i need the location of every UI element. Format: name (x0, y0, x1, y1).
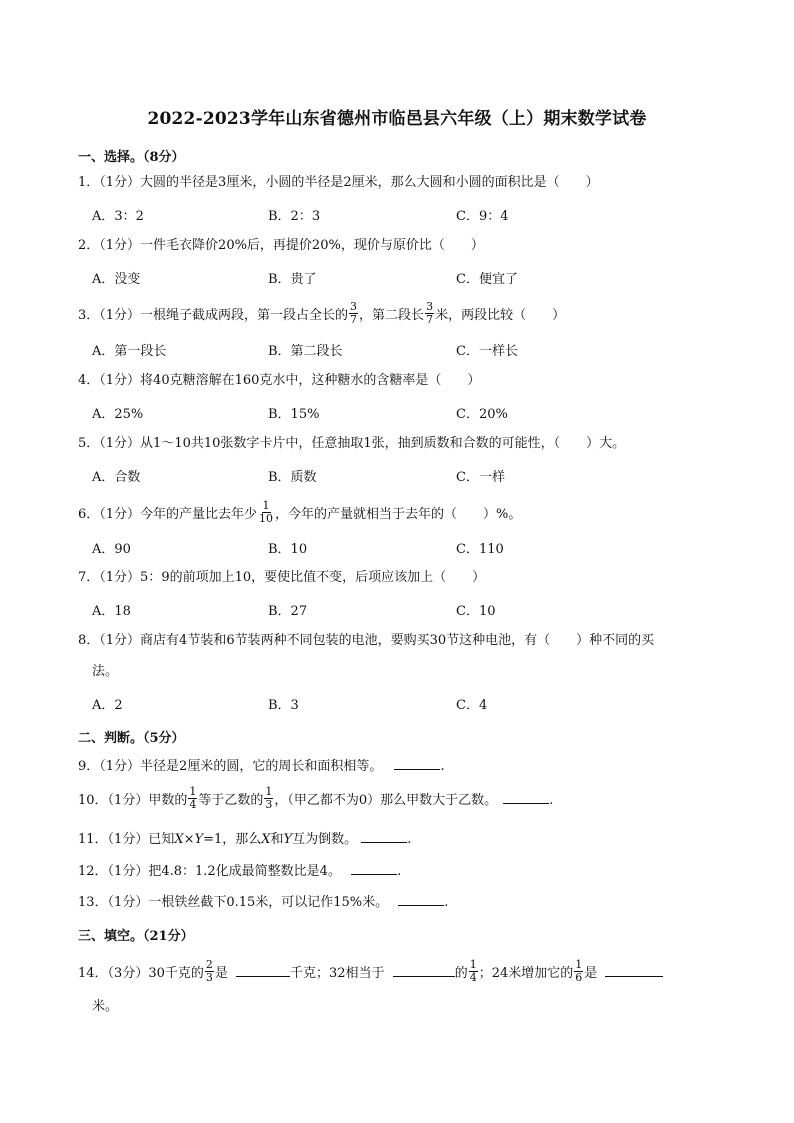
q3-fraction-2 (425, 301, 434, 326)
q3-fraction-2-numerator: 3 (426, 300, 434, 313)
question-14-line-1 (78, 958, 734, 986)
q3-text-part2: ，第二段长 (359, 308, 425, 323)
q10-text-part1: 10．（1分）甲数的 (78, 793, 188, 808)
question-12 (78, 862, 734, 881)
q3-option-c: C．一样长 (456, 344, 518, 359)
question-6 (78, 499, 734, 527)
q14-fraction-3 (574, 959, 583, 984)
question-4: 4．（1分）将40克糖溶解在160克水中，这种糖水的含糖率是（ ） (78, 373, 481, 388)
q10-period: . (549, 793, 554, 808)
q3-text-part3: 米，两段比较（ ） (435, 308, 566, 323)
q9-text: 9．（1分）半径是2厘米的圆，它的周长和面积相等。 (78, 759, 383, 774)
q3-option-a: A．第一段长 (92, 344, 167, 359)
q10-text-part2: 等于乙数的 (198, 793, 264, 808)
q11-answer-blank[interactable] (361, 830, 407, 843)
q11-times: × (183, 832, 195, 847)
q8-option-c: C．4 (456, 698, 488, 713)
question-11 (78, 830, 734, 849)
q14-text-part3: 千克；32相当于 (290, 966, 385, 981)
page-title: 2022-2023学年山东省德州市临邑县六年级（上）期末数学试卷 (147, 109, 647, 129)
section-heading-fill-in: 三、填空。（21分） (78, 929, 194, 944)
q10-answer-blank[interactable] (503, 791, 549, 804)
q14-text-part6: 是 (584, 966, 598, 981)
q14-fraction-1-denominator: 3 (205, 971, 213, 984)
q11-var-y-2: Y (283, 832, 293, 847)
q9-answer-blank[interactable] (394, 757, 440, 770)
q5-option-b: B．质数 (268, 470, 317, 485)
q11-period: . (407, 832, 412, 847)
question-14-line-2: 米。 (92, 999, 119, 1014)
q6-fraction-numerator: 1 (262, 499, 270, 512)
q13-answer-blank[interactable] (398, 893, 444, 906)
q7-option-a: A．18 (92, 604, 131, 619)
q7-option-b: B．27 (268, 604, 308, 619)
q12-period: . (397, 864, 402, 879)
q11-var-y: Y (194, 832, 204, 847)
question-7: 7．（1分）5：9的前项加上10，要使比值不变，后项应该加上（ ） (78, 570, 486, 585)
q1-option-c: C．9：4 (456, 209, 509, 224)
q14-blank-3[interactable] (605, 964, 663, 977)
question-5: 5．（1分）从1～10共10张数字卡片中，任意抽取1张，抽到质数和合数的可能性，（ ）大。 (78, 436, 626, 451)
question-3 (78, 300, 734, 328)
q9-period: . (440, 759, 445, 774)
q6-text-part1: 6．（1分）今年的产量比去年少 (78, 507, 258, 522)
q11-text-part4: 互为倒数。 (292, 832, 358, 847)
q11-text-part3: 和 (270, 832, 284, 847)
q12-answer-blank[interactable] (351, 862, 397, 875)
q14-fraction-2 (469, 959, 478, 984)
q14-blank-1[interactable] (236, 964, 290, 977)
question-2: 2．（1分）一件毛衣降价20%后，再提价20%，现价与原价比（ ） (78, 238, 484, 253)
q6-fraction (258, 500, 274, 525)
q14-fraction-3-numerator: 1 (575, 958, 583, 971)
question-9 (78, 757, 734, 776)
q1-option-b: B．2：3 (268, 209, 321, 224)
q14-fraction-3-denominator: 6 (575, 971, 583, 984)
question-1: 1．（1分）大圆的半径是3厘米，小圆的半径是2厘米，那么大圆和小圆的面积比是（ ） (78, 175, 599, 190)
q6-fraction-denominator: 10 (259, 512, 274, 525)
q4-option-c: C．20% (456, 407, 508, 422)
q3-text-part1: 3．（1分）一根绳子截成两段，第一段占全长的 (78, 308, 349, 323)
q2-option-b: B．贵了 (268, 272, 317, 287)
q6-option-a: A．90 (92, 542, 131, 557)
q14-text-part2: 是 (214, 966, 228, 981)
q10-fraction-2-numerator: 1 (265, 785, 273, 798)
q3-option-b: B．第二段长 (268, 344, 343, 359)
q10-fraction-1 (188, 786, 197, 811)
q10-text-part3: ，（甲乙都不为0）那么甲数大于乙数。 (274, 793, 498, 808)
q2-option-a: A．没变 (92, 272, 141, 287)
q13-period: . (444, 895, 449, 910)
question-8-line-1: 8．（1分）商店有4节装和6节装两种不同包装的电池，要购买30节这种电池，有（ ）种不同的买 (78, 633, 655, 648)
q8-option-a: A．2 (92, 698, 123, 713)
q5-option-c: C．一样 (456, 470, 505, 485)
q3-fraction-1 (349, 301, 358, 326)
q11-text-part1: 11．（1分）已知 (78, 832, 175, 847)
q6-option-c: C．110 (456, 542, 504, 557)
q4-option-a: A．25% (92, 407, 144, 422)
q14-fraction-2-numerator: 1 (469, 958, 477, 971)
question-13 (78, 893, 734, 912)
q14-fraction-1 (205, 959, 214, 984)
q3-fraction-2-denominator: 7 (426, 313, 434, 326)
question-10 (78, 785, 734, 813)
q10-fraction-2 (264, 786, 273, 811)
q11-text-part2: =1，那么 (203, 832, 262, 847)
q1-option-a: A．3：2 (92, 209, 144, 224)
q10-fraction-2-denominator: 3 (265, 798, 273, 811)
q11-var-x: X (174, 832, 184, 847)
section-heading-choice: 一、选择。（8分） (78, 150, 185, 165)
q6-option-b: B．10 (268, 542, 308, 557)
q14-blank-2[interactable] (393, 964, 455, 977)
q12-text: 12．（1分）把4.8：1.2化成最简整数比是4。 (78, 864, 341, 879)
q14-fraction-1-numerator: 2 (205, 958, 213, 971)
q10-fraction-1-denominator: 4 (189, 798, 197, 811)
section-heading-judgment: 二、判断。（5分） (78, 731, 185, 746)
q5-option-a: A．合数 (92, 470, 141, 485)
q4-option-b: B．15% (268, 407, 320, 422)
question-8-line-2: 法。 (92, 664, 119, 679)
q14-text-part5: ；24米增加它的 (478, 966, 574, 981)
q10-fraction-1-numerator: 1 (189, 785, 197, 798)
q11-var-x-2: X (261, 832, 271, 847)
q7-option-c: C．10 (456, 604, 496, 619)
q6-text-part2: ，今年的产量就相当于去年的（ ）%。 (275, 507, 522, 522)
q14-text-part4: 的 (454, 966, 468, 981)
q3-fraction-1-denominator: 7 (350, 313, 358, 326)
q14-fraction-2-denominator: 4 (469, 971, 477, 984)
q13-text: 13．（1分）一根铁丝截下0.15米，可以记作15%米。 (78, 895, 389, 910)
q8-option-b: B．3 (268, 698, 299, 713)
q3-fraction-1-numerator: 3 (350, 300, 358, 313)
q14-text-part1: 14．（3分）30千克的 (78, 966, 204, 981)
q2-option-c: C．便宜了 (456, 272, 518, 287)
